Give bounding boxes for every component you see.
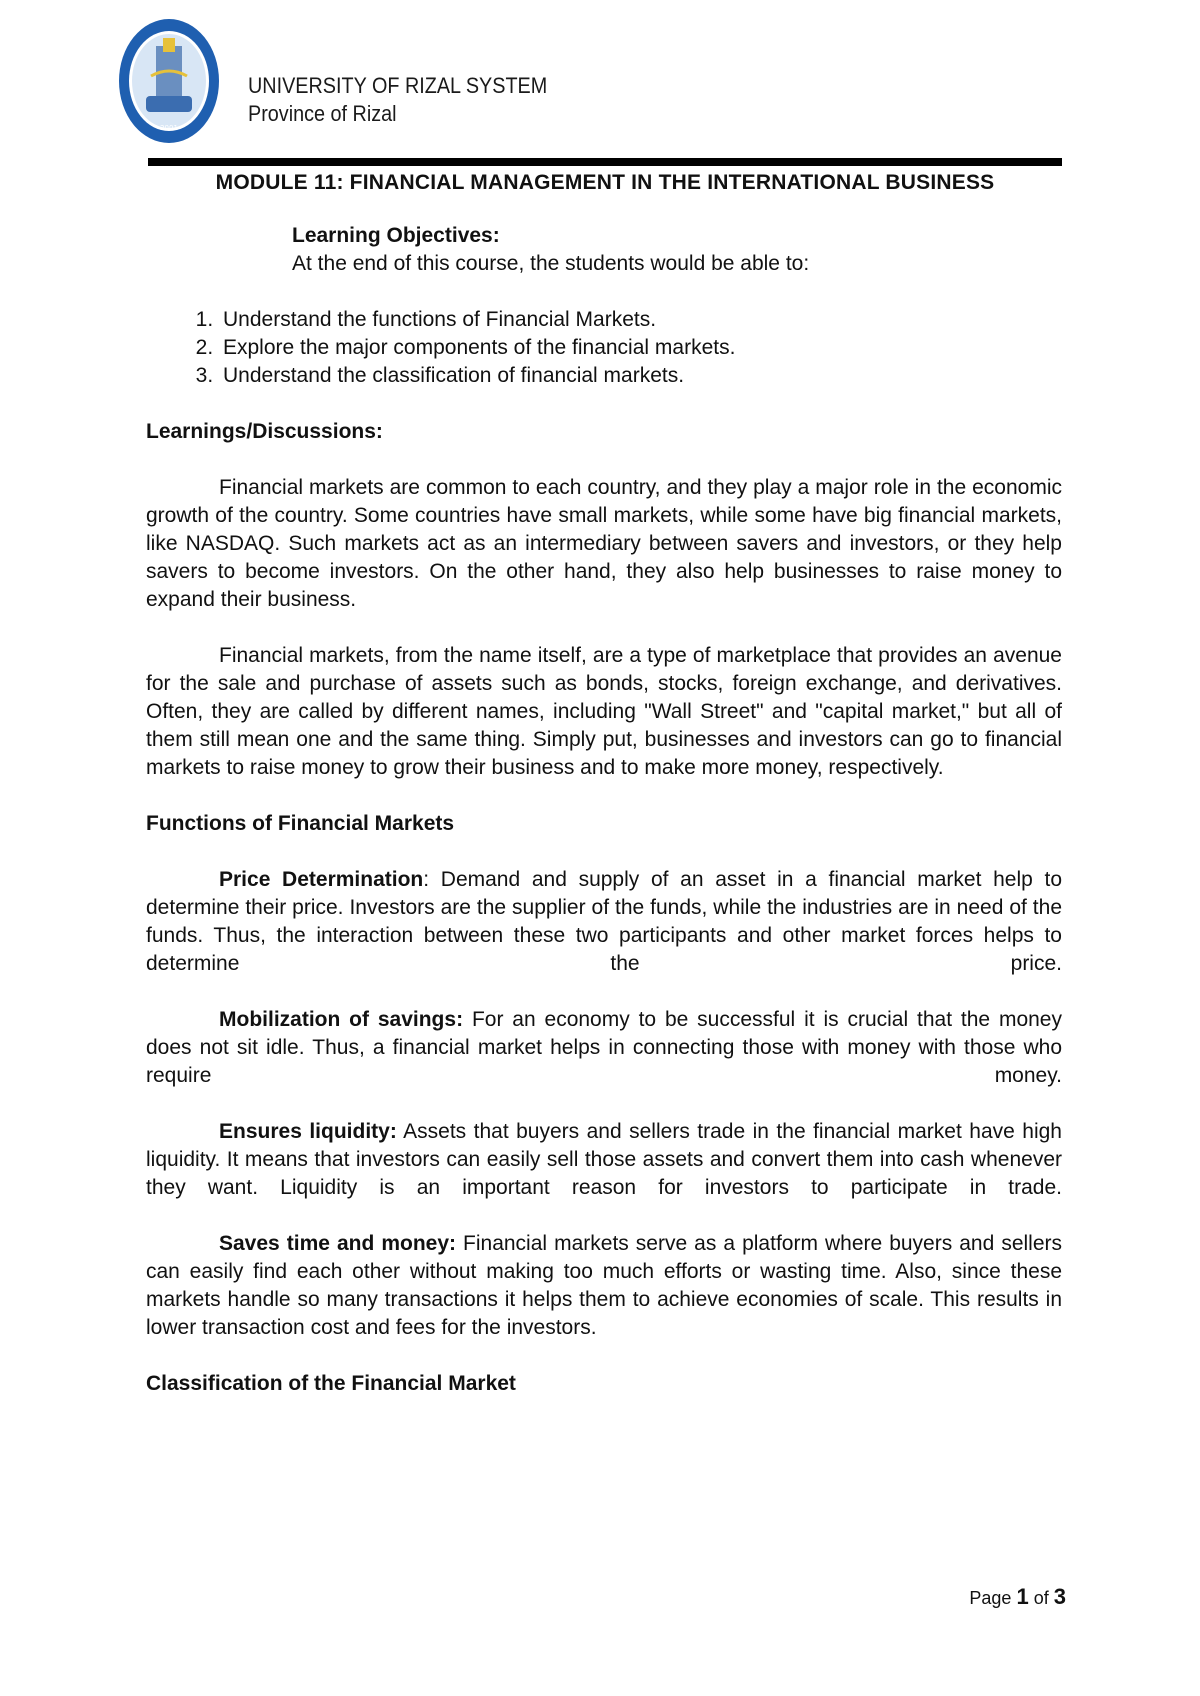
page-number: Page 1 of 3 [969,1584,1066,1609]
discussion-paragraph: Financial markets, from the name itself, are a type of marketplace that provides an avenue for the sale and purchase of assets such as bonds, stocks, foreign exchange, and derivatives. Often, they are called by different names, including "Wall Street" and "capital market," but all of them still mean one and the same thing. Simply put, businesses and investors can go to financial markets to raise money to grow their business and to make more money, respectively. [146,644,1062,779]
functions-heading: Functions of Financial Markets [146,812,455,835]
list-item: 3. Understand the classification of financial markets. [219,362,1062,390]
function-description: For an economy to be successful it is crucial that the money does not sit idle. Thus, a financial market helps in connecting those with money with those who require money. [146,1008,1062,1087]
function-term: Mobilization of savings: [219,1008,464,1031]
objectives-intro: At the end of this course, the students would be able to: [292,252,810,275]
learning-objectives [292,222,1062,278]
objectives-list [146,306,1062,390]
function-term: Saves time and money: [219,1232,456,1255]
function-term: Ensures liquidity: [219,1120,397,1143]
objectives-heading: Learning Objectives: [292,224,500,247]
function-description: Financial markets serve as a platform where buyers and sellers can easily find each other without making too much efforts or wasting time. Also, since these markets handle so many transactions it helps them to achieve economies of scale. This results in lower transaction cost and fees for the investors. [146,1232,1062,1339]
province-name: Province of Rizal [248,101,397,126]
function-description: Assets that buyers and sellers trade in the financial market have high liquidity. It means that investors can easily sell those assets and convert them into cash whenever they want. Liquidity is an important reason for investors to participate in trade. [146,1120,1062,1199]
list-item: 2. Explore the major components of the financial markets. [219,334,1062,362]
university-name: UNIVERSITY OF RIZAL SYSTEM [248,73,548,98]
classification-heading: Classification of the Financial Market [146,1372,516,1395]
university-seal-logo [116,16,222,146]
discussion-paragraph: Financial markets are common to each country, and they play a major role in the economic growth of the country. Some countries have small markets, while some have big financial markets, like NASDAQ. Such markets act as an intermediary between savers and investors, or they help savers to become investors. On the other hand, they also help businesses to raise money to expand their business. [146,476,1062,611]
module-title: MODULE 11: FINANCIAL MANAGEMENT IN THE INTERNATIONAL BUSINESS [215,171,995,194]
function-item-liquidity [146,1118,1062,1202]
document-body [146,222,1062,1426]
function-term: Price Determination [219,868,424,891]
header-divider [148,158,1062,166]
function-item-mobilization [146,1006,1062,1090]
function-description: Demand and supply of an asset in a financial market help to determine their price. Investors are the supplier of the funds, while the industries are in need of the funds. Thus, the interaction between these two participants and other market forces helps to determine the price. [146,868,1062,975]
function-item-price-determination: Price Determination: Demand and supply of an asset in a financial market help to determine their price. Investors are the supplier of the funds, while the industries are in need of the funds. Thus, the interaction between these two participants and other market forces helps to determine the price. [146,868,1062,975]
discussions-heading: Learnings/Discussions: [146,420,383,443]
list-item: 1. Understand the functions of Financial Markets. [219,306,1062,334]
svg-text:2001: 2001 [160,124,178,132]
function-item-saves-time [146,1230,1062,1342]
university-header [248,72,547,128]
